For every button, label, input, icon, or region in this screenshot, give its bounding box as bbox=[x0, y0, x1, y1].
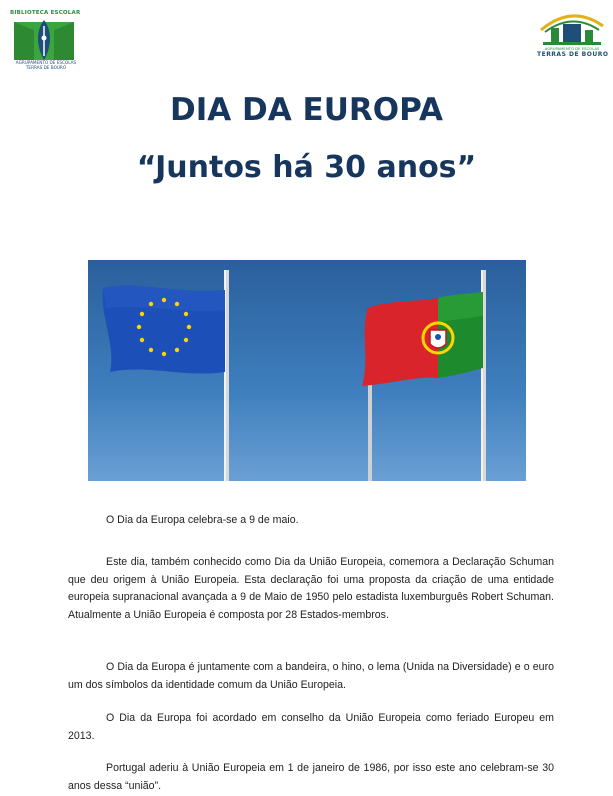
school-group-name: TERRAS DE BOURO bbox=[537, 51, 609, 58]
page-subtitle: “Juntos há 30 anos” bbox=[136, 150, 477, 185]
library-logo-title: BIBLIOTECA ESCOLAR bbox=[10, 10, 81, 16]
library-logo-subtitle: AGRUPAMENTO DE ESCOLAS TERRAS DE BOURO bbox=[15, 60, 77, 70]
flags-image bbox=[88, 260, 526, 481]
paragraph-2: Este dia, também conhecido como Dia da União Europeia, comemora a Declaração Schuman que deu origem à União Europeia. Esta declaração foi uma proposta da criação de uma entidade europeia supranacional avançada a 9 de Maio de 1950 pelo estadista luxemburguês Robert Schuman. Atualmente a União Europeia é composta por 28 Estados-membros. bbox=[68, 556, 554, 621]
flags-photo bbox=[88, 260, 526, 481]
school-group-logo bbox=[537, 8, 607, 64]
paragraph-1: O Dia da Europa celebra-se a 9 de maio. bbox=[106, 514, 299, 526]
portugal-flag-icon bbox=[362, 292, 483, 386]
paragraph-3: O Dia da Europa é juntamente com a bandeira, o hino, o lema (Unida na Diversidade) e o euro um dos símbolos da identidade comum da União Europeia. bbox=[68, 661, 554, 691]
school-building-icon bbox=[537, 8, 607, 48]
eu-flag-icon bbox=[103, 285, 225, 373]
book-pen-icon bbox=[6, 16, 84, 66]
paragraph-5: Portugal aderiu à União Europeia em 1 de janeiro de 1986, por isso este ano celebram-se 30 anos dessa “união”. bbox=[68, 762, 554, 792]
page-title: DIA DA EUROPA bbox=[169, 92, 443, 128]
school-group-label: AGRUPAMENTO DE ESCOLAS bbox=[544, 46, 600, 51]
school-library-logo bbox=[6, 10, 84, 72]
paragraph-4: O Dia da Europa foi acordado em conselho da União Europeia como feriado Europeu em 2013. bbox=[68, 712, 554, 742]
